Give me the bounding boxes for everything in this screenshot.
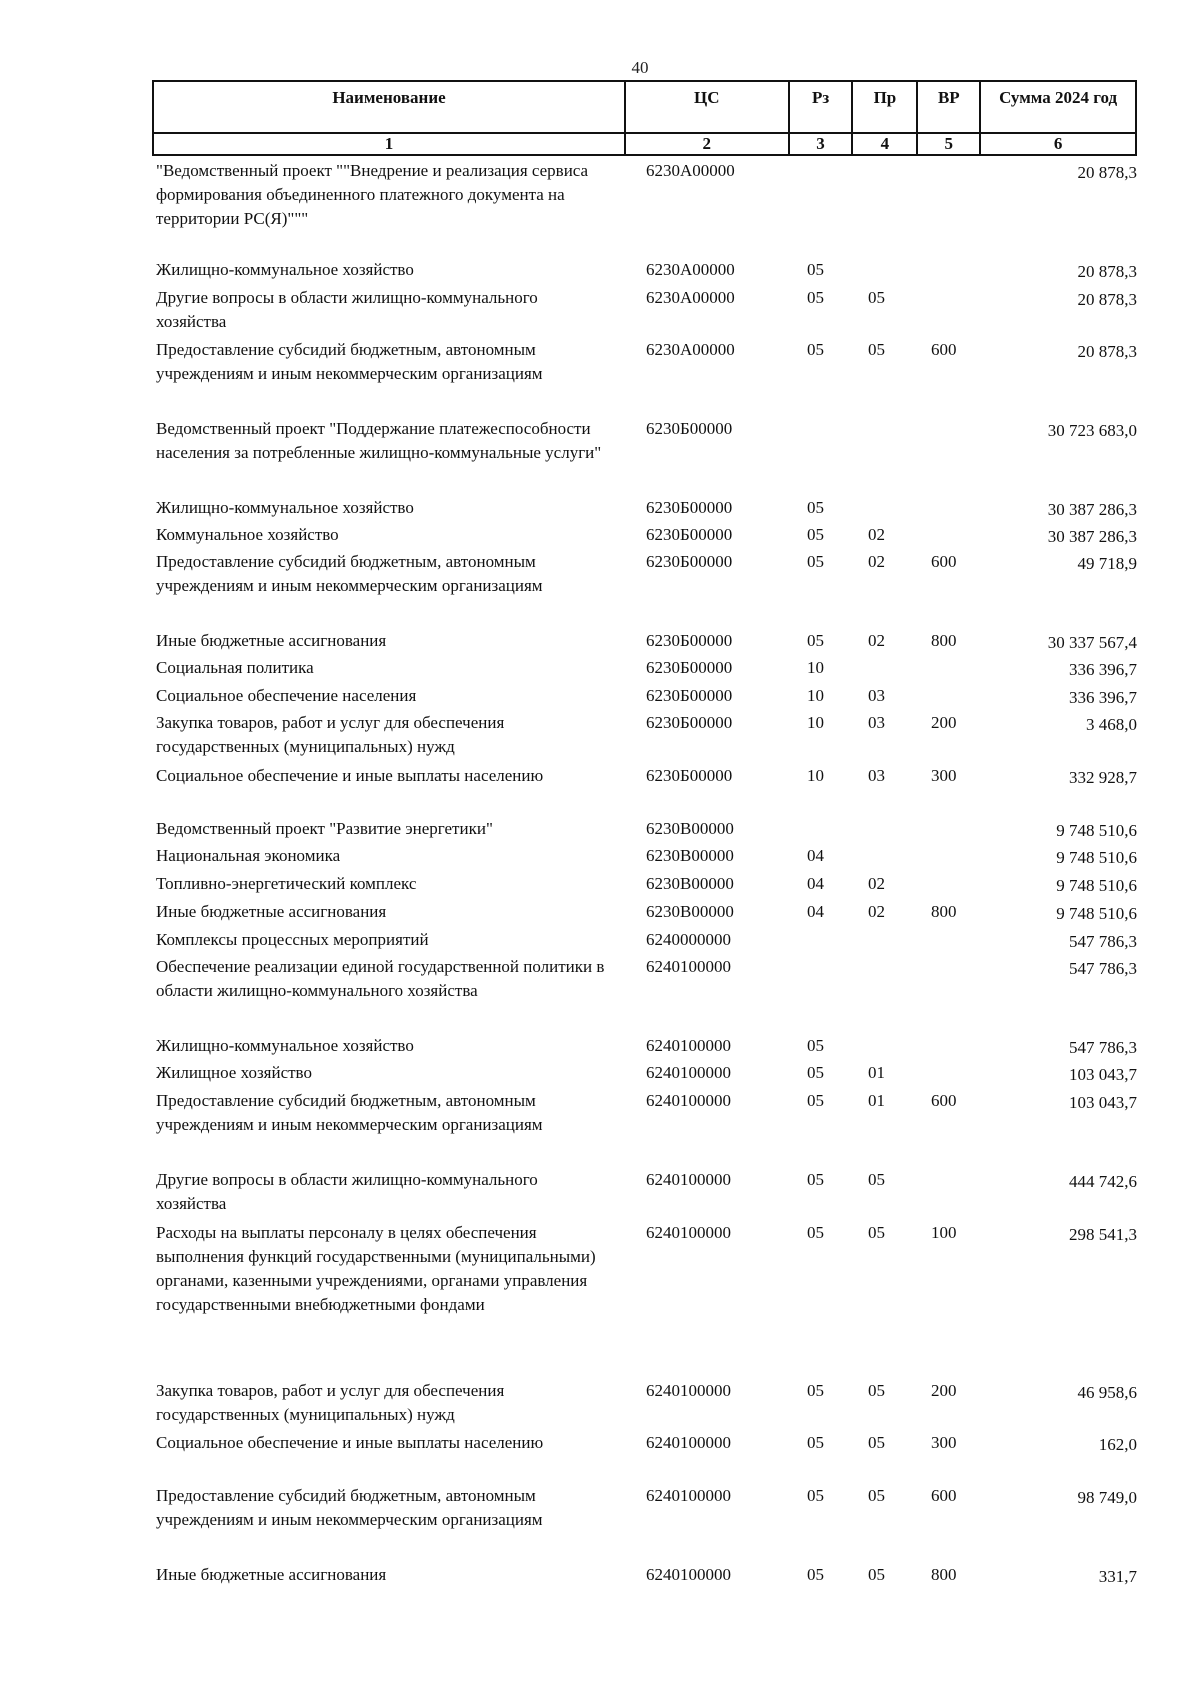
row-cs: 6230А00000	[646, 288, 735, 307]
header-num-1: 1	[153, 133, 625, 155]
row-pr: 02	[868, 631, 885, 650]
row-cs: 6230Б00000	[646, 525, 733, 544]
row-sum: 9 748 510,6	[1056, 821, 1137, 840]
row-cs: 6230Б00000	[646, 498, 733, 517]
row-sum: 547 786,3	[1069, 959, 1137, 978]
table-row	[152, 1431, 1137, 1484]
row-name: Расходы на выплаты персоналу в целях обеспечения выполнения функций государственными (муниципальными) органами, казенными учреждениями, органами управления государственными внебюджетными фондами	[156, 1223, 596, 1314]
row-rz: 05	[807, 1223, 824, 1242]
table-row	[152, 496, 1137, 523]
row-name: Иные бюджетные ассигнования	[156, 631, 387, 650]
row-cs: 6240100000	[646, 1381, 731, 1400]
row-pr: 02	[868, 902, 885, 921]
row-rz: 05	[807, 1036, 824, 1055]
row-name: Закупка товаров, работ и услуг для обеспечения государственных (муниципальных) нужд	[156, 1381, 505, 1424]
row-sum: 98 749,0	[1077, 1488, 1137, 1507]
row-cs: 6230В00000	[646, 874, 734, 893]
row-cs: 6240100000	[646, 1091, 731, 1110]
row-sum: 20 878,3	[1077, 163, 1137, 182]
table-row	[152, 711, 1137, 764]
row-name: Иные бюджетные ассигнования	[156, 902, 387, 921]
row-rz: 10	[807, 713, 824, 732]
header-num-6: 6	[980, 133, 1136, 155]
row-pr: 05	[868, 1223, 885, 1242]
table-row	[152, 1089, 1137, 1168]
row-pr: 05	[868, 1170, 885, 1189]
row-sum: 332 928,7	[1069, 768, 1137, 787]
table-row	[152, 1034, 1137, 1061]
row-name: Жилищно-коммунальное хозяйство	[156, 498, 414, 517]
row-cs: 6240100000	[646, 1223, 731, 1242]
row-name: Предоставление субсидий бюджетным, автономным учреждениям и иным некоммерческим организациям	[156, 552, 543, 595]
row-cs: 6230Б00000	[646, 713, 733, 732]
table-row	[152, 955, 1137, 1034]
row-sum: 20 878,3	[1077, 290, 1137, 309]
row-rz: 10	[807, 686, 824, 705]
row-sum: 162,0	[1098, 1435, 1137, 1454]
row-rz: 05	[807, 1063, 824, 1082]
header-name: Наименование	[153, 81, 625, 133]
row-name: Обеспечение реализации единой государственной политики в области жилищно-коммунального хозяйства	[156, 957, 605, 1000]
row-name: Национальная экономика	[156, 846, 341, 865]
row-vr: 600	[931, 552, 957, 571]
table-row	[152, 159, 1137, 258]
row-rz: 04	[807, 902, 824, 921]
table-row	[152, 1563, 1137, 1593]
table-row	[152, 656, 1137, 684]
row-name: "Ведомственный проект ""Внедрение и реализация сервиса формирования объединенного платежного документа на территории РС(Я)"""	[156, 161, 589, 228]
row-cs: 6240100000	[646, 957, 731, 976]
row-cs: 6230Б00000	[646, 552, 733, 571]
table-row	[152, 550, 1137, 629]
header-num-4: 4	[852, 133, 917, 155]
row-rz: 05	[807, 1486, 824, 1505]
header-num-5: 5	[917, 133, 980, 155]
row-cs: 6230Б00000	[646, 658, 733, 677]
page-number: 40	[631, 58, 649, 77]
row-pr: 03	[868, 766, 885, 785]
row-sum: 298 541,3	[1069, 1225, 1137, 1244]
table-row	[152, 523, 1137, 550]
row-rz: 05	[807, 552, 824, 571]
row-rz: 04	[807, 846, 824, 865]
row-sum: 336 396,7	[1069, 688, 1137, 707]
row-vr: 100	[931, 1223, 957, 1242]
row-rz: 05	[807, 525, 824, 544]
row-name: Закупка товаров, работ и услуг для обеспечения государственных (муниципальных) нужд	[156, 713, 505, 756]
row-rz: 05	[807, 1381, 824, 1400]
table-row	[152, 258, 1137, 286]
row-vr: 800	[931, 1565, 957, 1584]
row-pr: 02	[868, 874, 885, 893]
row-name: Жилищно-коммунальное хозяйство	[156, 1036, 414, 1055]
row-name: Социальное обеспечение населения	[156, 686, 417, 705]
row-rz: 05	[807, 340, 824, 359]
table-row	[152, 900, 1137, 928]
row-sum: 547 786,3	[1069, 932, 1137, 951]
row-vr: 200	[931, 713, 957, 732]
table-header	[152, 80, 1137, 156]
row-cs: 6240100000	[646, 1170, 731, 1189]
table-row	[152, 1221, 1137, 1379]
table-row	[152, 417, 1137, 496]
row-rz: 04	[807, 874, 824, 893]
table-row	[152, 338, 1137, 417]
row-name: Коммунальное хозяйство	[156, 525, 339, 544]
row-sum: 444 742,6	[1069, 1172, 1137, 1191]
row-vr: 300	[931, 766, 957, 785]
table-row	[152, 844, 1137, 872]
row-rz: 05	[807, 288, 824, 307]
header-rz: Рз	[789, 81, 853, 133]
budget-table-body	[152, 159, 1137, 1593]
row-name: Жилищно-коммунальное хозяйство	[156, 260, 414, 279]
row-sum: 49 718,9	[1077, 554, 1137, 573]
row-sum: 3 468,0	[1086, 715, 1137, 734]
header-num-3: 3	[789, 133, 853, 155]
table-row	[152, 286, 1137, 338]
table-row	[152, 1379, 1137, 1431]
row-sum: 30 723 683,0	[1047, 421, 1137, 440]
row-pr: 05	[868, 1486, 885, 1505]
row-cs: 6230В00000	[646, 902, 734, 921]
row-pr: 05	[868, 1381, 885, 1400]
row-name: Топливно-энергетический комплекс	[156, 874, 417, 893]
row-sum: 103 043,7	[1069, 1065, 1137, 1084]
table-row	[152, 1484, 1137, 1563]
row-sum: 9 748 510,6	[1056, 876, 1137, 895]
row-pr: 05	[868, 1565, 885, 1584]
table-row	[152, 684, 1137, 711]
row-sum: 336 396,7	[1069, 660, 1137, 679]
row-name: Иные бюджетные ассигнования	[156, 1565, 387, 1584]
row-sum: 30 387 286,3	[1047, 527, 1137, 546]
row-name: Жилищное хозяйство	[156, 1063, 312, 1082]
row-vr: 800	[931, 902, 957, 921]
row-name: Предоставление субсидий бюджетным, автономным учреждениям и иным некоммерческим организациям	[156, 1486, 543, 1529]
row-cs: 6230В00000	[646, 846, 734, 865]
row-pr: 01	[868, 1063, 885, 1082]
row-cs: 6230Б00000	[646, 631, 733, 650]
row-name: Ведомственный проект "Развитие энергетики"	[156, 819, 493, 838]
header-names-row	[153, 81, 1136, 133]
table-row	[152, 1061, 1137, 1089]
row-cs: 6240100000	[646, 1565, 731, 1584]
row-cs: 6240100000	[646, 1433, 731, 1452]
table-row	[152, 764, 1137, 817]
row-vr: 600	[931, 1091, 957, 1110]
row-sum: 20 878,3	[1077, 342, 1137, 361]
row-cs: 6230А00000	[646, 340, 735, 359]
row-rz: 05	[807, 1091, 824, 1110]
row-cs: 6240100000	[646, 1063, 731, 1082]
row-rz: 05	[807, 1565, 824, 1584]
table-row	[152, 1168, 1137, 1221]
table-row	[152, 872, 1137, 900]
row-cs: 6230Б00000	[646, 419, 733, 438]
table-row	[152, 928, 1137, 955]
row-sum: 9 748 510,6	[1056, 848, 1137, 867]
row-pr: 01	[868, 1091, 885, 1110]
row-pr: 03	[868, 713, 885, 732]
row-name: Комплексы процессных мероприятий	[156, 930, 429, 949]
table-row	[152, 629, 1137, 656]
row-name: Предоставление субсидий бюджетным, автономным учреждениям и иным некоммерческим организациям	[156, 1091, 543, 1134]
row-cs: 6240000000	[646, 930, 731, 949]
header-vr: ВР	[917, 81, 980, 133]
row-vr: 600	[931, 340, 957, 359]
row-cs: 6240100000	[646, 1486, 731, 1505]
header-sum: Сумма 2024 год	[980, 81, 1136, 133]
row-name: Предоставление субсидий бюджетным, автономным учреждениям и иным некоммерческим организациям	[156, 340, 543, 383]
row-pr: 02	[868, 525, 885, 544]
row-cs: 6230А00000	[646, 161, 735, 180]
row-pr: 03	[868, 686, 885, 705]
row-rz: 05	[807, 631, 824, 650]
row-cs: 6230Б00000	[646, 686, 733, 705]
row-vr: 300	[931, 1433, 957, 1452]
table-row	[152, 817, 1137, 844]
row-pr: 05	[868, 340, 885, 359]
row-name: Ведомственный проект "Поддержание платежеспособности населения за потребленные жилищно-коммунальные услуги"	[156, 419, 602, 462]
header-pr: Пр	[852, 81, 917, 133]
row-pr: 05	[868, 1433, 885, 1452]
row-cs: 6230Б00000	[646, 766, 733, 785]
row-cs: 6230В00000	[646, 819, 734, 838]
row-name: Социальная политика	[156, 658, 314, 677]
row-name: Другие вопросы в области жилищно-коммунального хозяйства	[156, 1170, 538, 1213]
row-sum: 547 786,3	[1069, 1038, 1137, 1057]
row-vr: 600	[931, 1486, 957, 1505]
row-sum: 46 958,6	[1077, 1383, 1137, 1402]
row-rz: 10	[807, 766, 824, 785]
row-vr: 200	[931, 1381, 957, 1400]
header-numbers-row	[153, 133, 1136, 155]
row-name: Другие вопросы в области жилищно-коммунального хозяйства	[156, 288, 538, 331]
row-sum: 30 387 286,3	[1047, 500, 1137, 519]
row-vr: 800	[931, 631, 957, 650]
row-sum: 103 043,7	[1069, 1093, 1137, 1112]
row-sum: 331,7	[1098, 1567, 1137, 1586]
row-cs: 6230А00000	[646, 260, 735, 279]
row-rz: 05	[807, 1433, 824, 1452]
row-sum: 20 878,3	[1077, 262, 1137, 281]
row-name: Социальное обеспечение и иные выплаты населению	[156, 766, 544, 785]
row-pr: 02	[868, 552, 885, 571]
header-cs: ЦС	[625, 81, 789, 133]
row-cs: 6240100000	[646, 1036, 731, 1055]
header-num-2: 2	[625, 133, 789, 155]
row-name: Социальное обеспечение и иные выплаты населению	[156, 1433, 544, 1452]
row-rz: 10	[807, 658, 824, 677]
row-sum: 9 748 510,6	[1056, 904, 1137, 923]
row-sum: 30 337 567,4	[1047, 633, 1137, 652]
row-rz: 05	[807, 498, 824, 517]
row-rz: 05	[807, 260, 824, 279]
row-pr: 05	[868, 288, 885, 307]
row-rz: 05	[807, 1170, 824, 1189]
